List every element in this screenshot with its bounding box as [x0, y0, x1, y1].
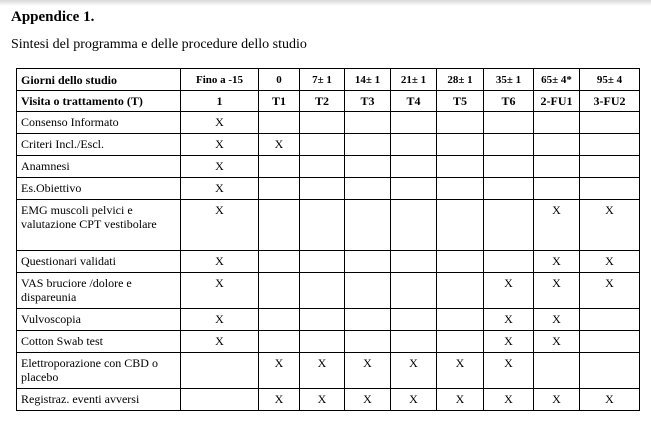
header-label-cell: Giorni dello studio — [17, 69, 181, 91]
procedure-label-cell: Consenso Informato — [17, 112, 181, 134]
procedure-mark-cell — [484, 251, 534, 273]
procedure-label-cell: Vulvoscopia — [17, 309, 181, 331]
procedure-mark-cell: X — [181, 200, 259, 251]
procedure-mark-cell — [391, 273, 437, 309]
procedure-mark-cell: X — [181, 331, 259, 353]
procedure-mark-cell — [259, 112, 300, 134]
table-row — [17, 353, 640, 389]
procedure-mark-cell — [300, 156, 345, 178]
procedure-mark-cell — [345, 156, 391, 178]
procedure-label-cell: Questionari validati — [17, 251, 181, 273]
procedure-mark-cell: X — [484, 353, 534, 389]
procedure-mark-cell: X — [534, 331, 580, 353]
header-day-cell: Fino a -15 — [181, 69, 259, 91]
procedure-mark-cell — [345, 200, 391, 251]
procedure-mark-cell — [580, 309, 640, 331]
procedure-mark-cell — [345, 273, 391, 309]
procedure-mark-cell: X — [181, 251, 259, 273]
visit-cell: T1 — [259, 91, 300, 112]
appendix-heading: Appendice 1. — [11, 9, 95, 25]
procedure-mark-cell — [300, 331, 345, 353]
procedure-mark-cell — [181, 389, 259, 411]
procedure-mark-cell — [345, 134, 391, 156]
procedure-label-cell: VAS bruciore /dolore e dispareunia — [17, 273, 181, 309]
procedure-mark-cell — [345, 178, 391, 200]
procedure-mark-cell — [437, 134, 484, 156]
procedure-mark-cell — [345, 251, 391, 273]
procedure-mark-cell — [300, 251, 345, 273]
procedure-mark-cell — [437, 251, 484, 273]
procedure-label-cell: Registraz. eventi avversi — [17, 389, 181, 411]
visit-cell: T6 — [484, 91, 534, 112]
procedure-mark-cell — [259, 156, 300, 178]
procedure-label-cell: Es.Obiettivo — [17, 178, 181, 200]
table-row — [17, 251, 640, 273]
visit-cell: 1 — [181, 91, 259, 112]
procedure-mark-cell: X — [484, 309, 534, 331]
procedure-mark-cell — [391, 178, 437, 200]
procedure-mark-cell — [259, 273, 300, 309]
visit-cell: T4 — [391, 91, 437, 112]
table-row — [17, 331, 640, 353]
procedure-mark-cell: X — [484, 273, 534, 309]
procedure-mark-cell — [580, 134, 640, 156]
table-row — [17, 309, 640, 331]
procedure-mark-cell — [391, 156, 437, 178]
procedure-mark-cell: X — [181, 134, 259, 156]
visit-cell: T3 — [345, 91, 391, 112]
visit-cell: T2 — [300, 91, 345, 112]
header-day-cell: 35± 1 — [484, 69, 534, 91]
table-row — [17, 134, 640, 156]
procedure-mark-cell: X — [437, 389, 484, 411]
procedure-mark-cell — [534, 112, 580, 134]
header-day-cell: 65± 4* — [534, 69, 580, 91]
procedure-mark-cell: X — [259, 353, 300, 389]
procedure-mark-cell — [345, 331, 391, 353]
procedure-mark-cell — [484, 200, 534, 251]
procedure-mark-cell — [437, 178, 484, 200]
appendix-subtitle: Sintesi del programma e delle procedure dello studio — [11, 37, 307, 52]
procedure-mark-cell — [437, 273, 484, 309]
procedure-mark-cell: X — [534, 309, 580, 331]
procedure-mark-cell: X — [534, 389, 580, 411]
procedure-mark-cell — [181, 353, 259, 389]
procedure-mark-cell — [300, 273, 345, 309]
study-schedule-table — [16, 68, 640, 411]
table-row — [17, 273, 640, 309]
table-row — [17, 112, 640, 134]
procedure-mark-cell — [437, 309, 484, 331]
visit-cell: 3-FU2 — [580, 91, 640, 112]
procedure-mark-cell: X — [181, 112, 259, 134]
procedure-mark-cell — [580, 178, 640, 200]
procedure-mark-cell: X — [259, 389, 300, 411]
procedure-mark-cell: X — [300, 353, 345, 389]
procedure-mark-cell — [391, 251, 437, 273]
procedure-mark-cell — [300, 309, 345, 331]
procedure-mark-cell — [484, 112, 534, 134]
procedure-mark-cell: X — [437, 353, 484, 389]
procedure-label-cell: EMG muscoli pelvici e valutazione CPT vestibolare — [17, 200, 181, 251]
procedure-mark-cell — [437, 331, 484, 353]
procedure-mark-cell: X — [259, 134, 300, 156]
procedure-mark-cell: X — [391, 389, 437, 411]
procedure-mark-cell: X — [345, 353, 391, 389]
procedure-mark-cell: X — [181, 178, 259, 200]
procedure-mark-cell — [391, 309, 437, 331]
procedure-mark-cell — [259, 178, 300, 200]
procedure-mark-cell — [534, 178, 580, 200]
procedure-mark-cell — [391, 134, 437, 156]
header-day-cell: 28± 1 — [437, 69, 484, 91]
procedure-mark-cell — [437, 112, 484, 134]
procedure-mark-cell — [300, 178, 345, 200]
procedure-mark-cell: X — [484, 331, 534, 353]
procedure-mark-cell — [345, 112, 391, 134]
procedure-mark-cell — [534, 353, 580, 389]
procedure-label-cell: Criteri Incl./Escl. — [17, 134, 181, 156]
procedure-mark-cell — [259, 309, 300, 331]
visit-cell: 2-FU1 — [534, 91, 580, 112]
procedure-mark-cell — [259, 331, 300, 353]
procedure-mark-cell — [580, 353, 640, 389]
procedure-mark-cell: X — [580, 200, 640, 251]
visit-cell: T5 — [437, 91, 484, 112]
visit-label-cell: Visita o trattamento (T) — [17, 91, 181, 112]
procedure-label-cell: Elettroporazione con CBD o placebo — [17, 353, 181, 389]
procedure-mark-cell — [259, 200, 300, 251]
procedure-mark-cell — [437, 200, 484, 251]
procedure-label-cell: Anamnesi — [17, 156, 181, 178]
procedure-mark-cell — [300, 200, 345, 251]
table-row — [17, 200, 640, 251]
header-day-cell: 95± 4 — [580, 69, 640, 91]
procedure-mark-cell — [391, 331, 437, 353]
top-shadow-bar — [0, 0, 651, 6]
procedure-mark-cell — [580, 156, 640, 178]
procedure-mark-cell: X — [580, 251, 640, 273]
table-visit-row — [17, 91, 640, 112]
table-header-row — [17, 69, 640, 91]
procedure-mark-cell — [580, 112, 640, 134]
procedure-mark-cell: X — [300, 389, 345, 411]
procedure-mark-cell — [259, 251, 300, 273]
header-day-cell: 14± 1 — [345, 69, 391, 91]
procedure-mark-cell: X — [181, 309, 259, 331]
procedure-mark-cell — [580, 331, 640, 353]
procedure-mark-cell: X — [181, 273, 259, 309]
procedure-mark-cell — [484, 156, 534, 178]
procedure-label-cell: Cotton Swab test — [17, 331, 181, 353]
procedure-mark-cell: X — [534, 273, 580, 309]
procedure-mark-cell: X — [580, 273, 640, 309]
procedure-mark-cell — [484, 178, 534, 200]
procedure-mark-cell — [345, 309, 391, 331]
procedure-mark-cell: X — [580, 389, 640, 411]
header-day-cell: 0 — [259, 69, 300, 91]
procedure-mark-cell — [534, 156, 580, 178]
procedure-mark-cell — [534, 134, 580, 156]
procedure-mark-cell — [391, 112, 437, 134]
procedure-mark-cell — [437, 156, 484, 178]
procedure-mark-cell: X — [534, 251, 580, 273]
header-day-cell: 21± 1 — [391, 69, 437, 91]
procedure-mark-cell: X — [534, 200, 580, 251]
procedure-mark-cell — [391, 200, 437, 251]
procedure-mark-cell — [484, 134, 534, 156]
table-row — [17, 156, 640, 178]
procedure-mark-cell: X — [484, 389, 534, 411]
header-day-cell: 7± 1 — [300, 69, 345, 91]
procedure-mark-cell: X — [391, 353, 437, 389]
procedure-mark-cell — [300, 134, 345, 156]
procedure-mark-cell: X — [181, 156, 259, 178]
table-row — [17, 389, 640, 411]
table-row — [17, 178, 640, 200]
procedure-mark-cell: X — [345, 389, 391, 411]
procedure-mark-cell — [300, 112, 345, 134]
